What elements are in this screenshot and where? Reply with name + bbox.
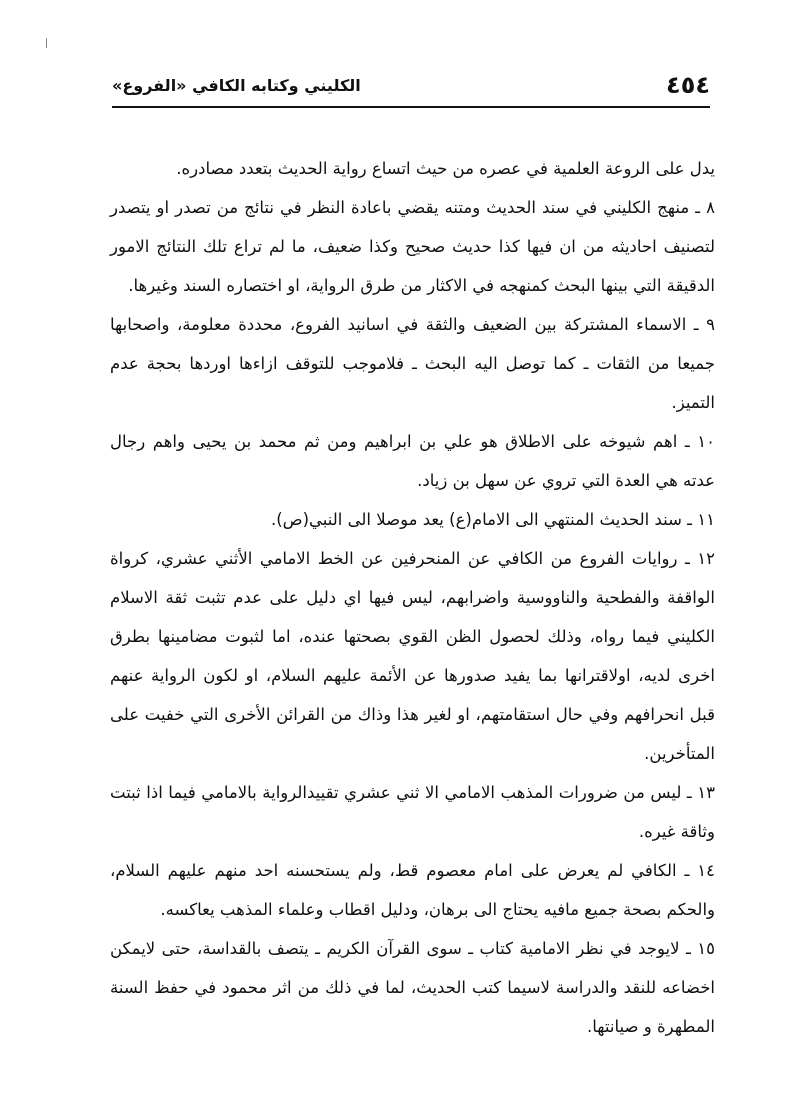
paragraph-13: ١٣ ـ ليس من ضرورات المذهب الامامي الا ثني عشري تقييدالرواية بالامامي فيما اذا ثبتت وثاقة غيره. — [110, 783, 715, 841]
paragraph-intro: يدل على الروعة العلمية في عصره من حيث اتساع رواية الحديث بتعدد مصادره. — [176, 159, 715, 178]
running-title: الكليني وكتابه الكافي «الفروع» — [112, 75, 361, 95]
body-text — [110, 149, 715, 1046]
running-header — [112, 68, 710, 102]
header-rule — [112, 106, 710, 108]
paragraph-10: ١٠ ـ اهم شيوخه على الاطلاق هو علي بن ابراهيم ومن ثم محمد بن يحيى واهم رجال عدته هي العدة التي تروي عن سهل بن زياد. — [110, 432, 715, 490]
paragraph-11: ١١ ـ سند الحديث المنتهي الى الامام(ع) يعد موصلا الى النبي(ص). — [270, 510, 715, 529]
paragraph-8: ٨ ـ منهج الكليني في سند الحديث ومتنه يقضي باعادة النظر في نتائج من تصدر او يتصدر لتصنيف احاديثه من ان فيها كذا حديث صحيح وكذا ضعيف، ما لم تراع تلك النتائج الامور الدقيقة التي بينها البحث كمنهجه في الاكثار من طرق الرواية، او اختصاره السند وغيرها. — [110, 198, 715, 295]
paragraph-15: ١٥ ـ لايوجد في نظر الامامية كتاب ـ سوى القرآن الكريم ـ يتصف بالقداسة، حتى لايمكن اخضاعه للنقد والدراسة لاسيما كتب الحديث، لما في ذلك من اثر محمود في حفظ السنة المطهرة و صيانتها. — [110, 939, 715, 1036]
paragraph-14: ١٤ ـ الكافي لم يعرض على امام معصوم قط، ولم يستحسنه احد منهم عليهم السلام، والحكم بصحة جميع مافيه يحتاج الى برهان، ودليل اقطاب وعلماء المذهب يعاكسه. — [110, 861, 715, 919]
paragraph-9: ٩ ـ الاسماء المشتركة بين الضعيف والثقة في اسانيد الفروع، محددة معلومة، واصحابها جميعا من الثقات ـ كما توصل اليه البحث ـ فلاموجب للتوقف ازاءها اوردها بحجة عدم التميز. — [110, 315, 715, 412]
margin-mark — [46, 38, 47, 48]
paragraph-12: ١٢ ـ روايات الفروع من الكافي عن المنحرفين عن الخط الامامي الأثني عشري، كرواة الواقفة والفطحية والناووسية واضرابهم، ليس فيها اي دليل على عدم تثبت ثقة الاسلام الكليني فيما رواه، وذلك لحصول الظن القوي بصحتها عنده، اما لثبوت مضامينها بطرق اخرى لديه، اولاقترانها بما يفيد صدورها عن الأئمة عليهم السلام، او لكون الرواية عنهم قبل انحرافهم وفي حال استقامتهم، او لغير هذا وذاك من القرائن الأخرى التي خفيت على المتأخرين. — [110, 549, 715, 763]
page-number: ٤٥٤ — [666, 71, 710, 99]
